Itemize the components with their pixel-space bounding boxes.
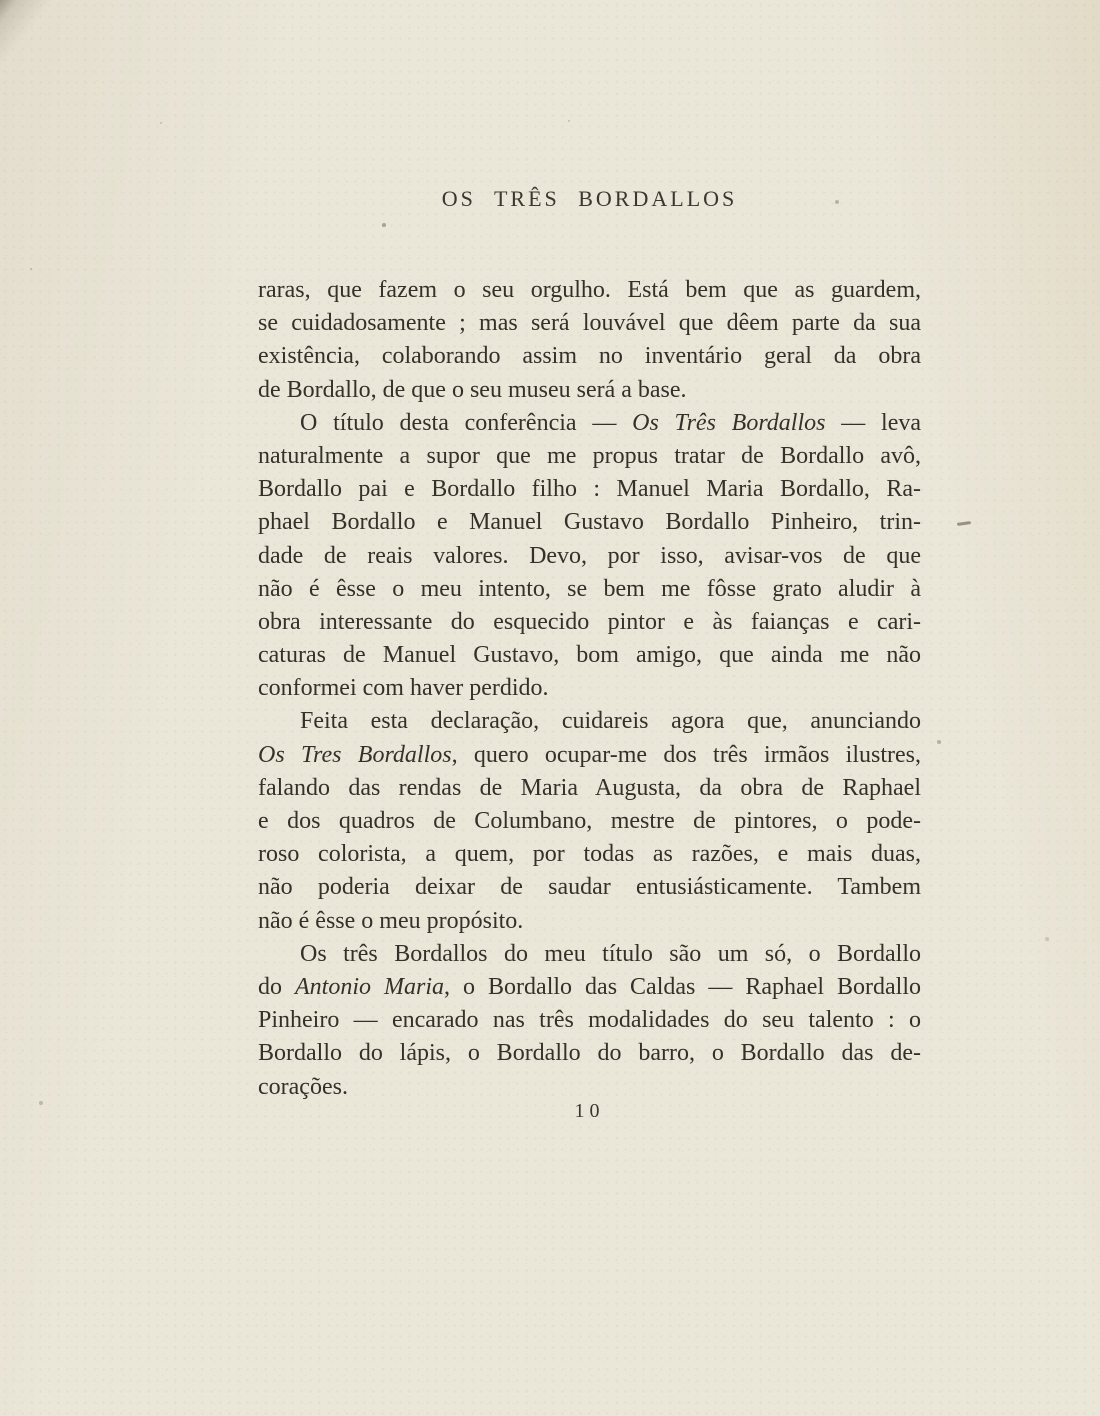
body-text: phael Bordallo e Manuel Gustavo Bordallo Pinheiro, trin- (258, 509, 921, 536)
body-text: não é êsse o meu propósito. (258, 907, 524, 934)
text-line (258, 705, 921, 738)
text-block (258, 274, 921, 1104)
text-line (258, 739, 921, 772)
body-text: obra interessante do esquecido pintor e às faianças e cari- (258, 608, 921, 635)
text-line (258, 1037, 921, 1070)
body-text: Bordallo do lápis, o Bordallo do barro, o Bordallo das de- (258, 1040, 921, 1067)
body-text: raras, que fazem o seu orgulho. Está bem que as guardem, (258, 277, 921, 303)
body-text: , o Bordallo das Caldas — Raphael Bordallo (444, 973, 922, 1000)
body-text: Feita esta declaração, cuidareis agora que, anunciando (300, 708, 921, 735)
text-line (258, 307, 921, 340)
text-line (258, 374, 921, 407)
body-text: não é êsse o meu intento, se bem me fôsse grato aludir à (258, 575, 921, 602)
text-line (258, 905, 921, 938)
text-line (258, 473, 921, 506)
text-line (258, 871, 921, 904)
page-corner-shadow (0, 0, 120, 140)
body-text: Os três Bordallos do meu título são um só, o Bordallo (300, 940, 921, 967)
body-text: de Bordallo, de que o seu museu será a base. (258, 376, 687, 403)
body-text: roso colorista, a quem, por todas as razões, e mais duas, (258, 841, 921, 868)
text-line (258, 274, 921, 307)
text-line (258, 340, 921, 373)
body-text: corações. (258, 1073, 348, 1100)
text-line (258, 540, 921, 573)
text-line (258, 573, 921, 606)
paper-specks (0, 0, 2, 2)
text-line (258, 606, 921, 639)
text-line (258, 639, 921, 672)
text-line (258, 407, 921, 440)
body-text: conformei com haver perdido. (258, 675, 549, 702)
body-text: O título desta conferência — (300, 409, 633, 436)
body-text: e dos quadros de Columbano, mestre de pintores, o pode- (258, 808, 921, 834)
body-text: , quero ocupar-me dos três irmãos ilustres, (451, 741, 921, 768)
text-line (258, 938, 921, 971)
italic-book-title: Os Tres Bordallos (258, 741, 452, 768)
body-text: do (258, 973, 296, 1000)
text-line (258, 440, 921, 473)
body-text: — leva (825, 409, 922, 436)
body-text: existência, colaborando assim no inventário geral da obra (258, 343, 921, 370)
body-text: falando das rendas de Maria Augusta, da obra de Raphael (258, 774, 921, 801)
text-line (258, 1071, 921, 1104)
text-line (258, 506, 921, 539)
body-text: não poderia deixar de saudar entusiásticamente. Tambem (258, 874, 921, 901)
italic-book-title: Os Três Bordallos (632, 409, 826, 436)
text-line (258, 838, 921, 871)
text-line (258, 1004, 921, 1037)
body-text: dade de reais valores. Devo, por isso, avisar-vos de que (258, 542, 921, 569)
body-text: se cuidadosamente ; mas será louvável que dêem parte da sua (258, 310, 921, 337)
body-text: Bordallo pai e Bordallo filho : Manuel Maria Bordallo, Ra- (258, 476, 921, 503)
text-line (258, 772, 921, 805)
text-line (258, 672, 921, 705)
page-number: 10 (574, 1100, 605, 1122)
body-text: naturalmente a supor que me propus tratar de Bordallo avô, (258, 442, 921, 469)
body-text: Pinheiro — encarado nas três modalidades do seu talento : o (258, 1007, 921, 1034)
text-line (258, 971, 921, 1004)
italic-book-title: Antonio Maria (295, 973, 445, 1000)
running-head-title: OS TRÊS BORDALLOS (441, 186, 738, 211)
body-text: caturas de Manuel Gustavo, bom amigo, que ainda me não (258, 642, 921, 669)
margin-ink-mark (957, 521, 971, 526)
text-line (258, 805, 921, 838)
